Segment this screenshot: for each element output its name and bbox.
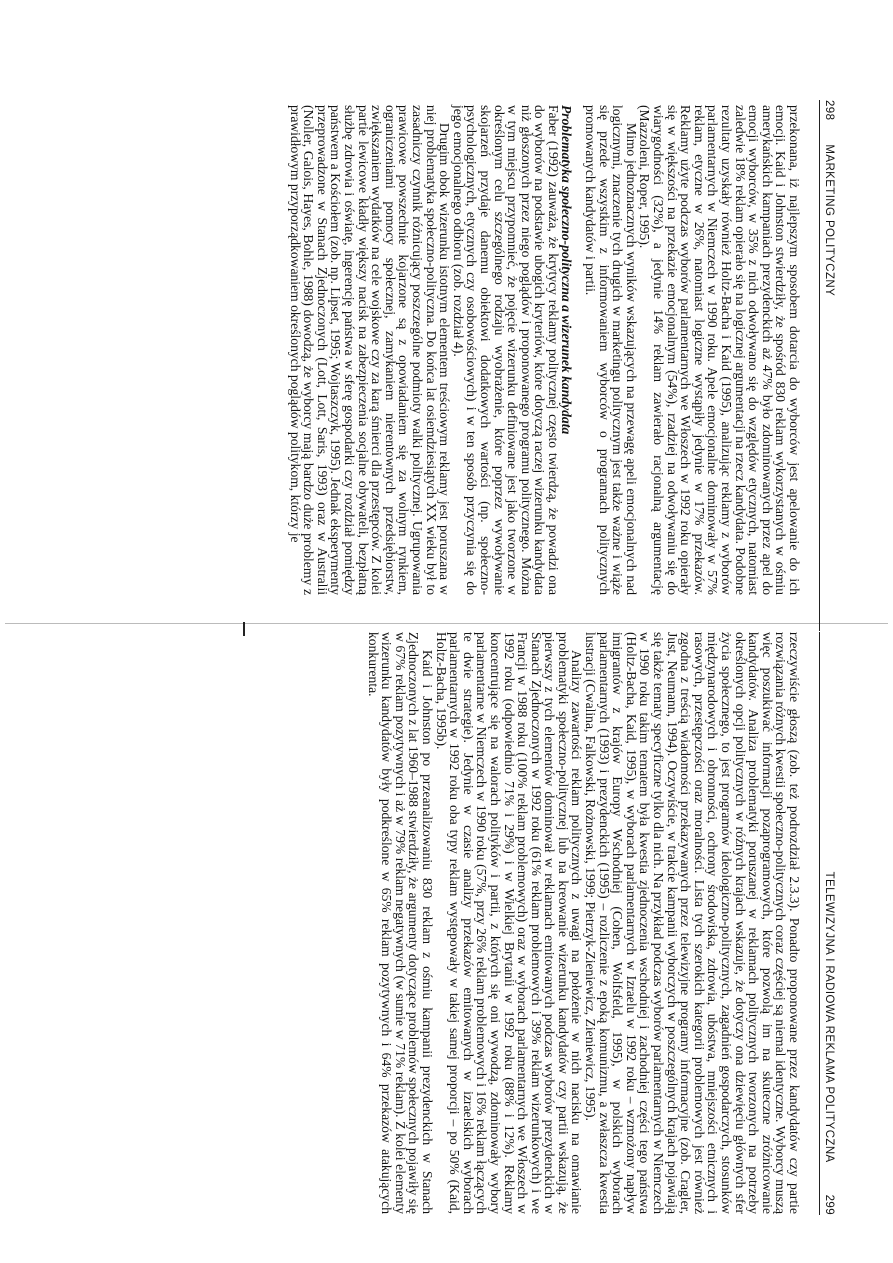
- right-page: [0, 632, 893, 1263]
- left-page: [0, 0, 893, 631]
- page-number: 299: [823, 1194, 835, 1215]
- section-heading: Problematyka społeczno-polityczna a wizerunek kandydata: [559, 105, 575, 435]
- paragraph: Mimo jednoznacznych wyników wskazujących na przewagę apeli emocjonalnych nad logicznymi, znaczenie tych drugich w marketingu politycznym jest także ważne i wiąże się przede wszystkim z informowaniem wyborców o programach politycznych promowanych kandydatów i partii.: [583, 105, 639, 595]
- right-page-body: [366, 632, 801, 1214]
- paragraph: rzeczywiście głoszą (zob. też podrozdział 2.3.3). Ponadto proponowane przez kandydatów czy partie rozwiązania różnych kwestii społeczno-politycznych coraz częściej są niemal identyczne. Wyborcy muszą więc poszukiwać informacji pozaprogramowych, które pozwolą im na skuteczne zróżnicowanie kandydatów. Analiza problematyki poruszanej w reklamach politycznych tworzonych na potrzeby określonych opcji politycznych w różnych krajach wskazuje, że dotyczy ona dziewięciu głównych sfer życia społecznego, to jest programów ideologiczno-politycznych, zagadnień gospodarczych, stosunków międzynarodowych i obronności, ochrony środowiska, zdrowia, ubóstwa, mniejszości etnicznych i rasowych, przestępczości oraz moralności. Lista tych szerokich kategorii problemowych jest również zgodna z treścią wiadomości przekazywanych przez telewizyjne programy informacyjne (zob. Cragler, Just, Neumann, 1994). Oczywiście, w trakcie kampanii wyborczych w poszczególnych krajach pojawiają się także tematy specyficzne tylko dla nich. Na przykład podczas wyborów parlamentarnych w Niemczech w 1990 roku takim tematem była kwestia zjednoczenia wschodniej i zachodniej części tego państwa (Holtz-Bacha, Kaid, 1995), w wyborach parlamentarnych w Izraelu w 1992 roku – wzmożony napływ imigrantów z krajów Europy Wschodniej (Cohen, Wolfsfeld, 1995), w polskich wyborach parlamentarnych (1993) i prezydenckich (1995) – rozliczenie z epoką komunizmu, a zwłaszcza kwestia lustracji (Cwalina, Falkowski, Rożnowski, 1999; Pietrzyk-Zieniewicz, Zieniewicz, 1995).: [583, 632, 802, 1214]
- paragraph: Analizy zawartości reklam politycznych z uwagi na położenie w nich nacisku na omawianie problematyki społeczno-politycznej lub na kreowanie wizerunku kandydatów czy partii wskazują, że pierwszy z tych elementów dominował w reklamach emitowanych podczas wyborów prezydenckich w Stanach Zjednoczonych w 1992 roku (61% reklam problemowych i 39% reklam wizerunkowych) i we Francji w 1988 roku (100% reklam problemowych) oraz w wyborach parlamentarnych we Włoszech w 1992 roku (odpowiednio 71% i 29%) i w Wielkiej Brytanii w 1992 roku (88% i 12%). Reklamy koncentrujące się na walorach polityków i partii, z których się oni wywodzą, zdominowały wybory parlamentarne w Niemczech w 1990 roku (57%, przy 26% reklam problemowych i 16% reklam łączących te dwie strategie). Jedynie w czasie analizy przekazów emitowanych w izraelskich wyborach parlamentarnych w 1992 roku oba typy reklam występowały w takiej samej proporcji – po 50% (Kaid, Holtz-Bacha, 1995b).: [433, 632, 585, 1214]
- paragraph: Drugim obok wizerunku istotnym elementem treściowym reklamy jest poruszana w niej problematyka społeczno-polityczna. Do końca lat osiemdziesiątych XX wieku był to zasadniczy czynnik różnicujący poszczególne podmioty walki politycznej. Ugrupowania prawicowe powszechnie kojarzone są z opowiadaniem się za wolnym rynkiem, ograniczeniami pomocy społecznej, zamykaniem nierentownych przedsiębiorstw, zwiększaniem wydatków na cele wojskowe czy za karą śmierci dla przestępców. Z kolei partie lewicowe kładły większy nacisk na zabezpieczenia socjalne obywateli, bezpłatną służbę zdrowia i oświatę, ingerencję państwa w sferę gospodarki czy rozdział pomiędzy państwem a Kościołem (zob. np. Lipset, 1995; Wojtaszczyk, 1995). Jednak eksperymenty przeprowadzone w Stanach Zjednoczonych (Lott, Lott, Saris, 1993) oraz w Australii (Noller, Galois, Hayes, Bohle, 1988) dowodzą, że wyborcy mają bardzo duże problemy z prawidłowym przyporządkowaniem określonych poglądów politykom, którzy je: [287, 105, 453, 595]
- left-page-header: [819, 100, 843, 631]
- running-head: TELEWIZYJNA I RADIOWA REKLAMA POLITYCZNA: [823, 871, 835, 1163]
- paragraph: przekonana, iż najlepszym sposobem dotarcia do wyborców jest apelowanie do ich emocji. Kaid i Johnston stwierdziły, że spośród 830 reklam wykorzystanych w ośmiu amerykańskich kampaniach prezydenckich aż 47% było zdominowanych przez apel do emocji wyborców, w 35% z nich odwoływano się do względów etycznych, natomiast zaledwie 18% reklam opierało się na logicznej argumentacji na rzecz kandydata. Podobne rezultaty uzyskały również Holtz-Bacha i Kaid (1995), analizując reklamy z wyborów parlamentarnych w Niemczech w 1990 roku. Apele emocjonalne dominowały w 57% reklam, etyczne w 26%, natomiast logiczne wystąpiły jedynie w 17% przekazów. Reklamy użyte podczas wyborów parlamentarnych we Włoszech w 1992 roku opierały się w większości na przekazie emocjonalnym (54%), rzadziej na odwoływaniu się do wiarygodności (32%), a jedynie 14% reklam zawierało racjonalną argumentację (Mazzoleni, Roper, 1995).: [637, 105, 802, 595]
- paragraph: Kaid i Johnston po przeanalizowaniu 830 reklam z ośmiu kampanii prezydenckich w Stanach Zjednoczonych z lat 1960–1988 stwierdziły, że argumenty dotyczące problemów społecznych pojawiły się w 67% reklam pozytywnych i aż w 79% reklam negatywnych (w sumie w 71% reklam). Z kolei elementy wizerunku kandydatów były podkreślone w 65% reklam pozytywnych i 64% przekazów atakujących konkurenta.: [365, 632, 435, 1214]
- running-head: MARKETING POLITYCZNY: [823, 144, 835, 297]
- page-number: 298: [823, 100, 835, 121]
- left-page-body: [288, 105, 801, 595]
- right-page-header: [819, 632, 843, 1215]
- paragraph: Faber (1992) zauważa, że krytycy reklamy politycznej często twierdzą, że powadzi ona do wyborów na podstawie ubogich kryteriów, które dotyczą raczej wizerunku kandydata niż głoszonych przez niego poglądów i proponowanego programu politycznego. Można w tym miejscu przypomnieć, że pojęcie wizerunku definiowane jest jako tworzone w określonym celu szczególnego rodzaju wyobrażenie, które poprzez wywoływanie skojarzeń przydaje danemu obiektowi dodatkowych wartości (np. społeczno-psychologicznych, etycznych czy osobowościowych) i w ten sposób przyczynia się do jego emocjonalnego odbioru (zob. rozdział 4).: [450, 105, 561, 595]
